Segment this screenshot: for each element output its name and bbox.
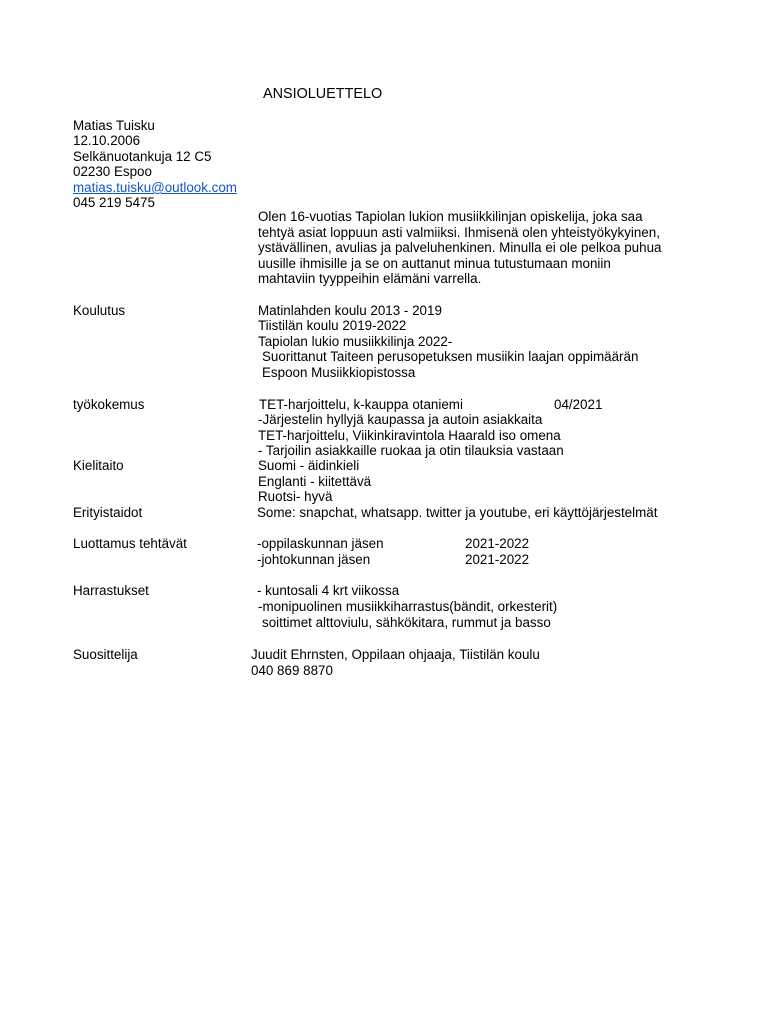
education-line: Suorittanut Taiteen perusopetuksen musiikin laajan oppimäärän [262, 349, 639, 364]
hobby-line: soittimet alttoviulu, sähkökitara, rummut ja basso [262, 615, 551, 630]
language-line: Suomi - äidinkieli [258, 458, 360, 473]
reference-line: Juudit Ehrnsten, Oppilaan ohjaaja, Tiistilän koulu [251, 647, 540, 662]
contact-phone: 045 219 5475 [73, 195, 155, 210]
hobby-line: -monipuolinen musiikkiharrastus(bändit, orkesterit) [258, 599, 558, 614]
contact-birthdate: 12.10.2006 [73, 133, 141, 148]
education-line: Tiistilän koulu 2019-2022 [258, 318, 407, 333]
work-line: - Tarjoilin asiakkaille ruokaa ja otin tilauksia vastaan [258, 443, 564, 458]
contact-city: 02230 Espoo [73, 164, 152, 179]
work-line: -Järjestelin hyllyjä kaupassa ja autoin asiakkaita [258, 412, 543, 427]
trust-role: -johtokunnan jäsen [257, 552, 371, 567]
work-label: työkokemus [73, 397, 145, 412]
trust-years: 2021-2022 [465, 536, 530, 551]
skills-label: Erityistaidot [73, 505, 143, 520]
hobby-line: - kuntosali 4 krt viikossa [257, 583, 400, 598]
work-date: 04/2021 [554, 397, 603, 412]
language-line: Englanti - kiitettävä [258, 474, 372, 489]
education-line: Matinlahden koulu 2013 - 2019 [258, 303, 442, 318]
education-line: Tapiolan lukio musiikkilinja 2022- [258, 334, 453, 349]
contact-street: Selkänuotankuja 12 C5 [73, 149, 212, 164]
trust-role: -oppilaskunnan jäsen [257, 536, 384, 551]
trust-years: 2021-2022 [465, 552, 530, 567]
reference-label: Suosittelija [73, 647, 138, 662]
contact-name: Matias Tuisku [73, 118, 155, 133]
intro-paragraph: Olen 16-vuotias Tapiolan lukion musiikkilinjan opiskelija, joka saa tehtyä asiat loppuun asti valmiiksi. Ihmisenä olen yhteistyökykyinen, ystävällinen, avulias ja palveluhenkinen. Minulla ei ole pelkoa puhua uusille ihmisille ja se on auttanut minua tutustumaan moniin mahtaviin tyyppeihin elämäni varrella. [258, 209, 662, 287]
work-line: TET-harjoittelu, k-kauppa otaniemi [259, 397, 463, 412]
contact-email-link[interactable]: matias.tuisku@outlook.com [73, 180, 237, 195]
education-line: Espoon Musiikkiopistossa [262, 365, 416, 380]
language-line: Ruotsi- hyvä [258, 489, 333, 504]
hobbies-label: Harrastukset [73, 583, 149, 598]
document-title: ANSIOLUETTELO [263, 86, 383, 102]
work-line: TET-harjoittelu, Viikinkiravintola Haarald iso omena [258, 428, 561, 443]
reference-phone: 040 869 8870 [251, 663, 333, 678]
languages-label: Kielitaito [73, 458, 124, 473]
trust-label: Luottamus tehtävät [73, 536, 187, 551]
skills-text: Some: snapchat, whatsapp. twitter ja youtube, eri käyttöjärjestelmät [257, 505, 658, 520]
education-label: Koulutus [73, 303, 126, 318]
